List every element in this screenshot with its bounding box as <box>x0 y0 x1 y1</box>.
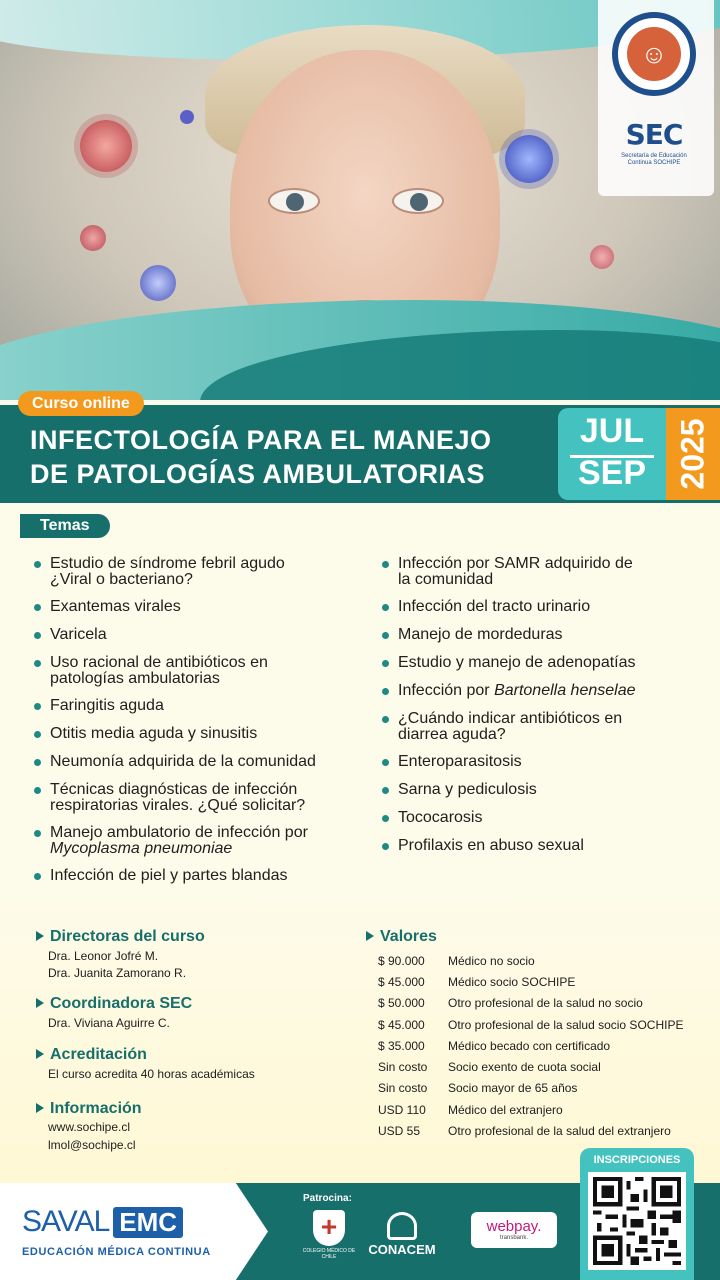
price-value: $ 35.000 <box>378 1038 425 1053</box>
price-row <box>378 971 683 992</box>
topic-text: Técnicas diagnósticas de infección <box>50 781 298 798</box>
topic-text: Sarna y pediculosis <box>398 781 537 798</box>
topic-text: Profilaxis en abuso sexual <box>398 837 584 854</box>
topic-item <box>34 754 364 770</box>
topic-text: Estudio y manejo de adenopatías <box>398 654 636 671</box>
valores-heading: Valores <box>366 928 437 946</box>
price-value: $ 45.000 <box>378 1017 425 1032</box>
sec-logo-mark: SEC <box>625 118 683 151</box>
colegio-medico-text: COLEGIO MÉDICO DE CHILE <box>302 1248 356 1260</box>
price-description: Médico no socio <box>448 953 535 968</box>
topic-text-italic: Bartonella henselae <box>494 682 636 699</box>
price-row <box>378 1014 683 1035</box>
price-description: Otro profesional de la salud no socio <box>448 996 643 1011</box>
topic-item <box>382 556 702 588</box>
topic-item <box>34 627 364 643</box>
shield-icon <box>313 1210 345 1246</box>
price-row <box>378 950 683 971</box>
price-description: Médico socio SOCHIPE <box>448 974 576 989</box>
coordinadora-name: Dra. Viviana Aguirre C. <box>48 1016 170 1030</box>
topic-item <box>34 825 364 857</box>
directora-2: Dra. Juanita Zamorano R. <box>48 966 187 980</box>
transbank-text: transbank. <box>499 1235 529 1241</box>
topic-item <box>34 868 364 884</box>
course-mode-badge: Curso online <box>18 391 144 416</box>
topic-item <box>382 655 702 671</box>
year-label: 2025 <box>674 418 711 490</box>
topics-list-left <box>34 556 364 896</box>
course-title <box>30 423 550 491</box>
webpay-logo <box>471 1212 557 1248</box>
virus-icon <box>80 225 106 251</box>
price-value: Sin costo <box>378 1060 428 1075</box>
topic-item <box>382 810 702 826</box>
date-range-box <box>558 408 666 500</box>
topic-item <box>382 711 702 743</box>
topic-text: Faringitis aguda <box>50 697 164 714</box>
price-row <box>378 1035 683 1056</box>
topic-text-line-2: patologías ambulatorias <box>50 670 220 687</box>
topic-item <box>382 838 702 854</box>
price-value: USD 55 <box>378 1124 421 1139</box>
topic-item <box>382 754 702 770</box>
temas-heading: Temas <box>20 514 110 538</box>
emc-logo-text: EMC <box>113 1207 183 1238</box>
price-description: Socio mayor de 65 años <box>448 1081 578 1096</box>
topic-text-line-2: la comunidad <box>398 571 494 588</box>
website-link[interactable]: www.sochipe.cl <box>48 1120 131 1134</box>
topic-item <box>34 599 364 615</box>
topic-item <box>34 655 364 687</box>
price-description: Médico becado con certificado <box>448 1038 611 1053</box>
topic-text: Varicela <box>50 626 107 643</box>
qr-code-icon[interactable] <box>588 1172 686 1270</box>
webpay-text: webpay. <box>486 1218 542 1235</box>
topic-text: Estudio de síndrome febril agudo <box>50 555 285 572</box>
price-row <box>378 1120 683 1141</box>
virus-icon <box>140 265 176 301</box>
topic-text: Tococarosis <box>398 809 483 826</box>
saval-emc-logo <box>22 1205 183 1239</box>
topic-item <box>34 726 364 742</box>
email-link[interactable]: lmol@sochipe.cl <box>48 1138 136 1152</box>
directoras-heading: Directoras del curso <box>36 928 205 946</box>
price-value: USD 110 <box>378 1102 426 1117</box>
acreditacion-heading: Acreditación <box>36 1046 147 1064</box>
topic-text: Uso racional de antibióticos en <box>50 654 268 671</box>
price-value: $ 50.000 <box>378 996 425 1011</box>
price-description: Otro profesional de la salud del extranjero <box>448 1124 671 1139</box>
patrocina-label: Patrocina: <box>303 1193 352 1204</box>
conacem-text: CONACEM <box>368 1242 436 1257</box>
price-description: Otro profesional de la salud socio SOCHIPE <box>448 1017 684 1032</box>
topic-text-line-2: diarrea aguda? <box>398 726 506 743</box>
price-row <box>378 993 683 1014</box>
topics-list-right <box>382 556 702 866</box>
virus-icon <box>590 245 614 269</box>
price-row <box>378 1078 683 1099</box>
topic-item <box>382 599 702 615</box>
topic-text-line-2: Mycoplasma pneumoniae <box>50 840 233 857</box>
informacion-heading: Información <box>36 1100 142 1118</box>
child-eye-right <box>392 188 444 214</box>
prices-table <box>378 950 683 1142</box>
sochipe-logo <box>612 12 696 96</box>
topic-item <box>34 782 364 814</box>
topic-text: Infección por SAMR adquirido de <box>398 555 633 572</box>
topic-text: Enteroparasitosis <box>398 753 522 770</box>
saval-logo-text: SAVAL <box>22 1205 110 1238</box>
directora-1: Dra. Leonor Jofré M. <box>48 949 159 963</box>
saval-subtitle: EDUCACIÓN MÉDICA CONTINUA <box>22 1246 211 1258</box>
price-value: $ 45.000 <box>378 974 425 989</box>
topic-text: Neumonía adquirida de la comunidad <box>50 753 316 770</box>
month-start: JUL <box>579 412 645 450</box>
topic-text: Exantemas virales <box>50 598 181 615</box>
sec-logo <box>612 118 696 167</box>
topic-item <box>382 627 702 643</box>
topic-text: Manejo de mordeduras <box>398 626 563 643</box>
topic-text: Infección del tracto urinario <box>398 598 591 615</box>
conacem-emblem-icon <box>387 1212 417 1240</box>
topic-text: Infección por <box>398 682 490 699</box>
topic-text: ¿Cuándo indicar antibióticos en <box>398 710 623 727</box>
topic-item <box>382 782 702 798</box>
topic-text-line-2: respiratorias virales. ¿Qué solicitar? <box>50 797 306 814</box>
topic-item <box>34 556 364 588</box>
acreditacion-text: El curso acredita 40 horas académicas <box>48 1067 255 1081</box>
conacem-logo <box>364 1212 440 1257</box>
course-title-line-1: INFECTOLOGÍA PARA EL MANEJO <box>30 425 492 455</box>
virus-icon <box>505 135 553 183</box>
topic-item <box>34 698 364 714</box>
month-end: SEP <box>577 454 647 492</box>
topic-item <box>382 683 702 699</box>
coordinadora-heading: Coordinadora SEC <box>36 995 192 1013</box>
course-title-line-2: DE PATOLOGÍAS AMBULATORIAS <box>30 459 486 489</box>
child-eye-left <box>268 188 320 214</box>
price-value: Sin costo <box>378 1081 428 1096</box>
inscripciones-label: INSCRIPCIONES <box>593 1154 681 1166</box>
price-row <box>378 1056 683 1077</box>
virus-icon <box>180 110 194 124</box>
price-description: Socio exento de cuota social <box>448 1060 601 1075</box>
child-figure-icon: ☺ <box>627 27 681 81</box>
sec-logo-subtitle: Secretaría de Educación Continua SOCHIPE <box>621 153 687 167</box>
price-value: $ 90.000 <box>378 953 425 968</box>
virus-icon <box>80 120 132 172</box>
price-description: Médico del extranjero <box>448 1102 563 1117</box>
colegio-medico-logo <box>300 1210 358 1260</box>
topic-text: Infección de piel y partes blandas <box>50 867 288 884</box>
price-row <box>378 1099 683 1120</box>
topic-text-line-2: ¿Viral o bacteriano? <box>50 571 193 588</box>
year-box <box>666 408 720 500</box>
topic-text: Manejo ambulatorio de infección por <box>50 824 308 841</box>
topic-text: Otitis media aguda y sinusitis <box>50 725 258 742</box>
inscripciones-box[interactable] <box>580 1148 694 1280</box>
